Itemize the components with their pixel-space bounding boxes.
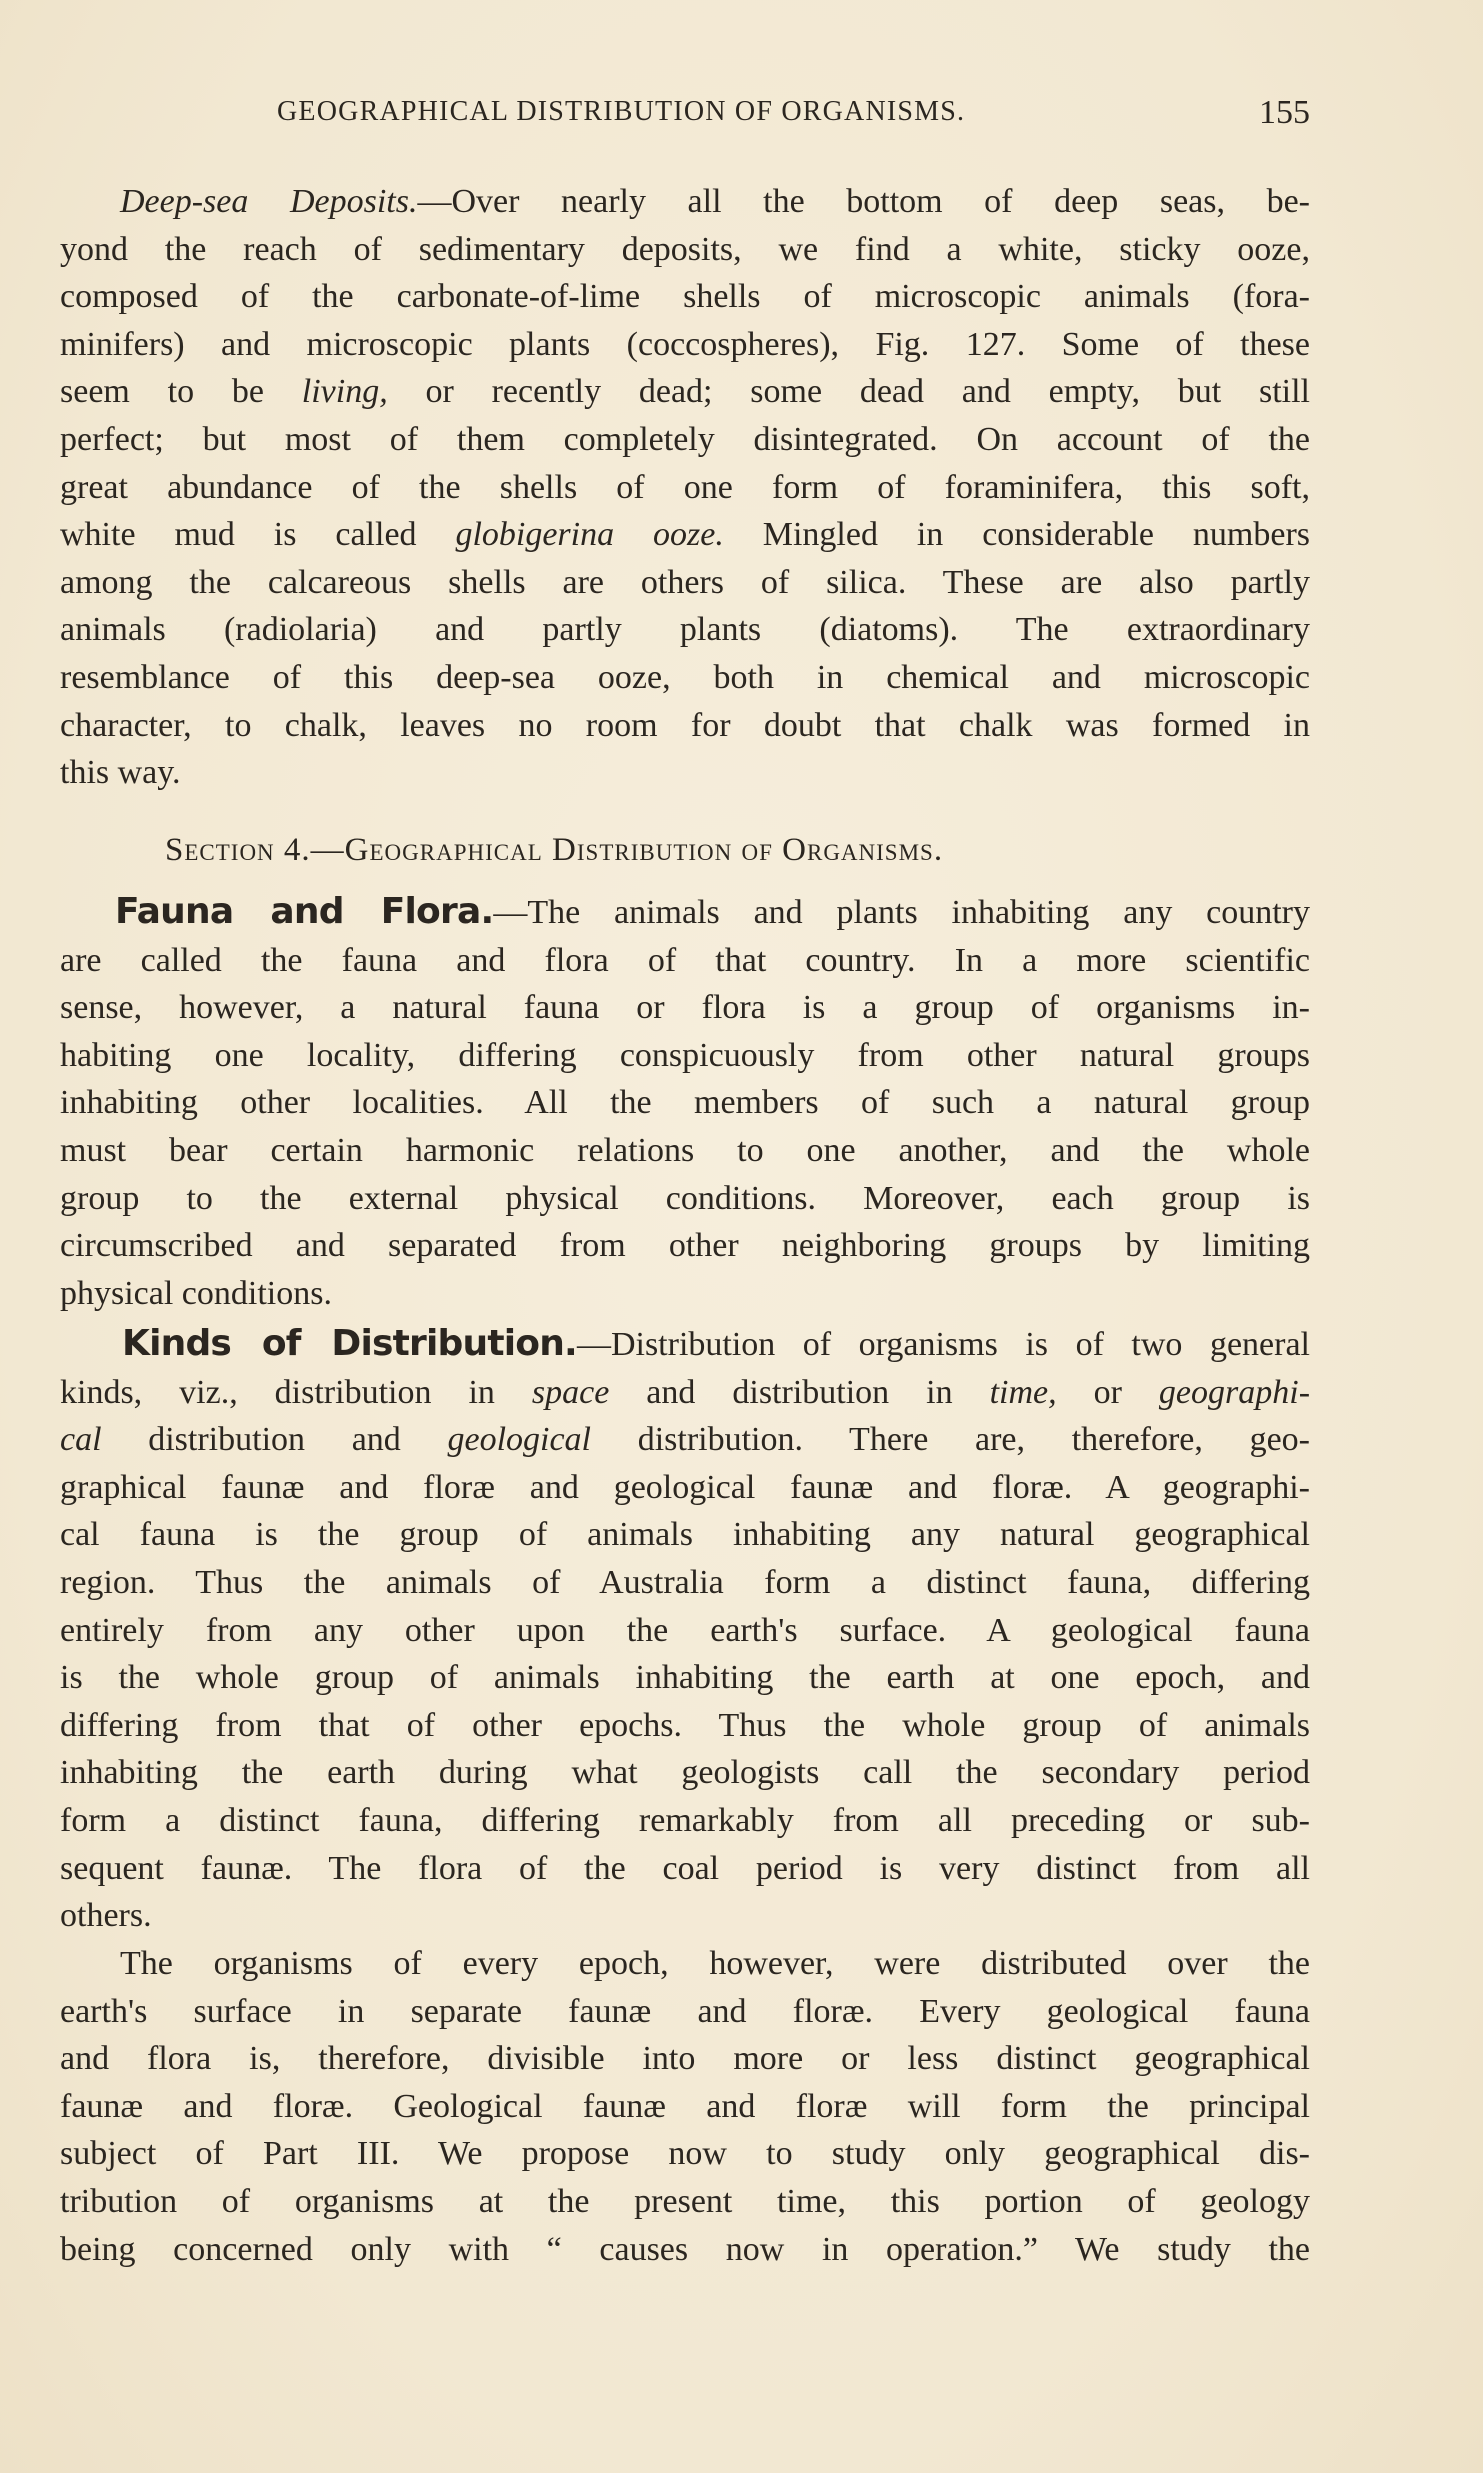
text-line: tribution of organisms at the present time, this portion of geology — [60, 2182, 1310, 2220]
text-line: form a distinct fauna, differing remarkably from all preceding or sub- — [60, 1801, 1310, 1839]
text-line: differing from that of other epochs. Thus the whole group of animals — [60, 1706, 1310, 1744]
italic-text: geographi- — [1158, 1373, 1311, 1411]
text-line — [60, 1369, 1310, 1417]
text-line — [60, 511, 1310, 559]
text-line: graphical faunæ and floræ and geological faunæ and floræ. A geographi- — [60, 1468, 1310, 1506]
paragraph-fauna-and-flora — [60, 888, 1310, 1317]
text-line — [60, 1320, 1310, 1369]
italic-text: living, — [301, 373, 388, 411]
text-line: group to the external physical conditions. Moreover, each group is — [60, 1179, 1310, 1217]
paragraph-lead: Kinds of Distribution. — [122, 1323, 577, 1364]
text-line: perfect; but most of them completely disintegrated. On account of the — [60, 420, 1310, 458]
italic-text: space — [531, 1373, 610, 1411]
text-span: or recently dead; some dead and empty, but still — [387, 373, 1310, 411]
text-line: physical conditions. — [60, 1274, 332, 1312]
text-line: being concerned only with “ causes now in operation.” We study the — [60, 2230, 1310, 2268]
paragraph-lead: Fauna and Flora. — [115, 891, 494, 932]
section-heading: Section 4.—Geographical Distribution of Organisms. — [165, 832, 944, 868]
text-span: distribution. There are, therefore, geo- — [591, 1421, 1310, 1459]
text-line: this way. — [60, 754, 181, 792]
text-line: habiting one locality, differing conspicuously from other natural groups — [60, 1036, 1310, 1074]
text-line: among the calcareous shells are others of silica. These are also partly — [60, 563, 1310, 601]
text-line: and flora is, therefore, divisible into more or less distinct geographical — [60, 2040, 1310, 2078]
text-line — [60, 888, 1310, 937]
paragraph-kinds-of-distribution — [60, 1320, 1310, 1940]
text-span: and distribution in — [609, 1373, 990, 1411]
text-span: kinds, viz., distribution in — [60, 1373, 532, 1411]
text-line — [60, 178, 1310, 226]
italic-text: time, — [989, 1373, 1057, 1411]
text-line: resemblance of this deep-sea ooze, both in chemical and microscopic — [60, 658, 1310, 696]
paragraph-organisms-of-every-epoch — [60, 1940, 1310, 2273]
text-line: cal fauna is the group of animals inhabiting any natural geographical — [60, 1516, 1310, 1554]
text-line: earth's surface in separate faunæ and floræ. Every geological fauna — [60, 1992, 1310, 2030]
text-line: circumscribed and separated from other neighboring groups by limiting — [60, 1227, 1310, 1265]
text-line: others. — [60, 1897, 152, 1935]
text-line: inhabiting the earth during what geologists call the secondary period — [60, 1754, 1310, 1792]
text-span: distribution and — [101, 1421, 448, 1459]
text-span: —Over nearly all the bottom of deep seas, be- — [417, 183, 1310, 220]
text-span: seem to be — [60, 373, 302, 411]
running-head — [60, 96, 1310, 136]
text-line — [60, 1940, 1310, 1988]
text-line: composed of the carbonate-of-lime shells of microscopic animals (fora- — [60, 278, 1310, 316]
text-line: minifers) and microscopic plants (coccospheres), Fig. 127. Some of these — [60, 325, 1310, 363]
text-line: region. Thus the animals of Australia form a distinct fauna, differing — [60, 1563, 1310, 1601]
italic-text: globigerina ooze. — [455, 516, 724, 554]
text-line: sequent faunæ. The flora of the coal period is very distinct from all — [60, 1849, 1310, 1887]
text-line: entirely from any other upon the earth's surface. A geological fauna — [60, 1611, 1310, 1649]
text-line: sense, however, a natural fauna or flora is a group of organisms in- — [60, 989, 1310, 1027]
text-line: is the whole group of animals inhabiting the earth at one epoch, and — [60, 1659, 1310, 1697]
text-line: animals (radiolaria) and partly plants (diatoms). The extraordinary — [60, 611, 1310, 649]
text-line: character, to chalk, leaves no room for doubt that chalk was formed in — [60, 706, 1310, 744]
running-title: GEOGRAPHICAL DISTRIBUTION OF ORGANISMS. — [277, 96, 966, 127]
italic-text: cal — [60, 1421, 102, 1459]
text-line: yond the reach of sedimentary deposits, we find a white, sticky ooze, — [60, 230, 1310, 268]
text-span: The organisms of every epoch, however, were distributed over the — [120, 1945, 1310, 1982]
text-span: white mud is called — [60, 516, 456, 554]
text-line — [60, 1416, 1310, 1464]
text-span: Mingled in considerable numbers — [723, 516, 1311, 554]
paragraph-lead: Deep-sea Deposits. — [120, 183, 418, 220]
text-line: great abundance of the shells of one form of foraminifera, this soft, — [60, 468, 1310, 506]
page-number: 155 — [1259, 94, 1310, 131]
text-span: or — [1056, 1373, 1159, 1411]
text-line: must bear certain harmonic relations to one another, and the whole — [60, 1131, 1310, 1169]
text-line: faunæ and floræ. Geological faunæ and floræ will form the principal — [60, 2087, 1310, 2125]
text-line — [60, 368, 1310, 416]
text-line: subject of Part III. We propose now to study only geographical dis- — [60, 2135, 1310, 2173]
text-span: —The animals and plants inhabiting any country — [493, 894, 1311, 931]
text-line: are called the fauna and flora of that country. In a more scientific — [60, 941, 1310, 979]
text-line: inhabiting other localities. All the members of such a natural group — [60, 1084, 1310, 1122]
italic-text: geological — [447, 1421, 592, 1459]
text-span: —Distribution of organisms is of two general — [576, 1326, 1310, 1363]
paragraph-deep-sea-deposits — [60, 178, 1310, 797]
